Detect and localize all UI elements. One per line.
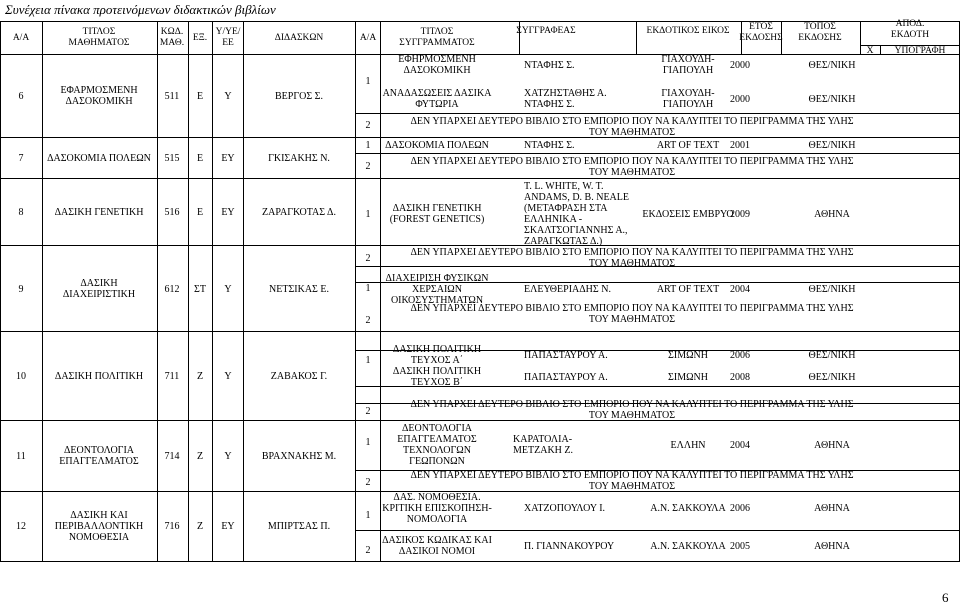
header-publisher: ΕΚΔΟΤΙΚΟΣ ΕΙΚΟΣ [646, 26, 730, 36]
book-year: 2004 [730, 440, 750, 451]
course-row-border [0, 137, 380, 138]
book-title: ΑΝΑΔΑΣΩΣΕΙΣ ΔΑΣΙΚΑ [382, 88, 492, 99]
course-row-border [0, 245, 380, 246]
book-place: ΑΘΗΝΑ [814, 440, 850, 451]
page-title: Συνέχεια πίνακα προτεινόμενων διδακτικών βιβλίων [5, 2, 276, 17]
column-divider [860, 21, 861, 54]
book-publisher: ΓΙΑΠΟΥΛΗ [662, 99, 714, 110]
book-title: (FOREST GENETICS) [389, 214, 485, 225]
column-divider [243, 21, 244, 562]
course-row-border [0, 178, 380, 179]
book-year: 2006 [730, 350, 750, 361]
book-row-border [355, 113, 960, 114]
book-author: ANDAMS, D. B. NEALE [524, 192, 629, 203]
course-teacher: ΒΡΑΧΝΑΚΗΣ Μ. [261, 451, 337, 462]
course-code: 511 [164, 91, 180, 102]
no-second-book-note: ΔΕΝ ΥΠΑΡΧΕΙ ΔΕΥΤΕΡΟ ΒΙΒΛΙΟ ΣΤΟ ΕΜΠΟΡΙΟ ΠΟΥ ΝΑ ΚΑΛΥΠΤΕΙ ΤΟ ΠΕΡΙΓΡΑΜΜΑ ΤΗΣ ΥΛΗΣ [410, 303, 854, 314]
header-selection: ΑΠΟΔ. [895, 19, 925, 29]
course-title: ΔΑΣΙΚΗ ΚΑΙ [70, 509, 128, 521]
book-place: ΑΘΗΝΑ [814, 209, 850, 220]
course-code: 716 [164, 521, 180, 532]
book-number: 1 [365, 437, 371, 448]
header-type: ΕΕ [222, 38, 234, 48]
course-code: 714 [164, 451, 180, 462]
book-author: ΧΑΤΖΟΠΟΥΛΟΥ Ι. [524, 502, 606, 514]
book-row-border [355, 178, 960, 179]
header-bottom-border [0, 54, 960, 55]
header-teacher: ΔΙΔΑΣΚΩΝ [274, 33, 324, 43]
course-type: Υ [224, 91, 232, 102]
course-row-border [0, 420, 380, 421]
book-publisher: ΣΙΜΩΝΗ [668, 371, 708, 383]
no-second-book-note: ΔΕΝ ΥΠΑΡΧΕΙ ΔΕΥΤΕΡΟ ΒΙΒΛΙΟ ΣΤΟ ΕΜΠΟΡΙΟ ΠΟΥ ΝΑ ΚΑΛΥΠΤΕΙ ΤΟ ΠΕΡΙΓΡΑΜΜΑ ΤΗΣ ΥΛΗΣ [410, 156, 854, 167]
course-number: 9 [18, 284, 24, 295]
column-divider [380, 21, 381, 562]
book-author: ΜΕΤΖΑΚΗ Ζ. [513, 445, 573, 456]
course-code: 515 [164, 153, 180, 164]
book-author: ΖΑΡΑΓΚΩΤΑΣ Δ.) [524, 236, 603, 247]
header-selection: ΕΚΔΟΤΗ [890, 30, 930, 40]
book-year: 2000 [730, 94, 750, 105]
course-code: 516 [164, 207, 180, 218]
header-type: Υ/ΥΕ/ [215, 27, 241, 37]
book-title: ΔΑΣΙΚΟΣ ΚΩΔΙΚΑΣ ΚΑΙ [382, 535, 492, 546]
book-number: 2 [365, 477, 371, 488]
book-publisher: Α.Ν. ΣΑΚΚΟΥΛΑ [650, 540, 726, 552]
book-number: 1 [365, 140, 371, 151]
course-type: ΕΥ [221, 521, 235, 532]
course-title: ΝΟΜΟΘΕΣΙΑ [68, 531, 130, 543]
no-second-book-note: ΤΟΥ ΜΑΘΗΜΑΤΟΣ [588, 314, 676, 325]
book-title: ΤΕΧΝΟΛΟΓΩΝ [403, 445, 471, 456]
book-year: 2000 [730, 60, 750, 71]
book-number: 1 [365, 209, 371, 220]
course-teacher: ΒΕΡΓΟΣ Σ. [275, 91, 323, 102]
book-number: 1 [365, 76, 371, 87]
course-number: 11 [16, 451, 26, 462]
column-divider [188, 21, 189, 562]
book-row-border [355, 245, 960, 246]
column-divider [157, 21, 158, 562]
no-second-book-note: ΤΟΥ ΜΑΘΗΜΑΤΟΣ [588, 167, 676, 178]
book-publisher: ΓΙΑΠΟΥΛΗ [662, 65, 714, 76]
course-title: ΔΑΣΙΚΗ [80, 278, 118, 289]
book-place: ΘΕΣ/ΝΙΚΗ [808, 94, 856, 105]
book-number: 1 [365, 283, 371, 294]
page-number: 6 [942, 590, 949, 605]
book-publisher: ΕΚΔΟΣΕΙΣ ΕΜΒΡΥΟ [642, 208, 734, 220]
header-year: ΕΤΟΣ [749, 22, 773, 32]
book-publisher: ΓΙΑΧΟΥΔΗ- [661, 54, 715, 65]
column-divider [355, 21, 356, 562]
book-place: ΘΕΣ/ΝΙΚΗ [808, 372, 856, 383]
course-semester: Ε [196, 91, 204, 102]
book-title: ΕΦΗΡΜΟΣΜΕΝΗ [398, 54, 476, 65]
no-second-book-note: ΔΕΝ ΥΠΑΡΧΕΙ ΔΕΥΤΕΡΟ ΒΙΒΛΙΟ ΣΤΟ ΕΜΠΟΡΙΟ ΠΟΥ ΝΑ ΚΑΛΥΠΤΕΙ ΤΟ ΠΕΡΙΓΡΑΜΜΑ ΤΗΣ ΥΛΗΣ [410, 116, 854, 127]
header-code: ΚΩΔ. [160, 27, 184, 37]
course-code: 711 [164, 371, 180, 382]
course-type: Υ [224, 371, 232, 382]
book-author: T. L. WHITE, W. T. [524, 181, 604, 192]
course-type: Υ [224, 284, 232, 295]
header-book-title: ΣΥΓΓΡΑΜΜΑΤΟΣ [399, 38, 475, 48]
book-author: ΧΑΤΖΗΣΤΑΘΗΣ Α. [524, 88, 607, 99]
course-semester: Ζ [196, 451, 204, 462]
book-year: 2006 [730, 503, 750, 514]
book-year: 2005 [730, 541, 750, 552]
course-semester: Ζ [196, 371, 204, 382]
book-title: ΔΑΣΙΚΗ ΠΟΛΙΤΙΚΗ [392, 366, 482, 377]
book-publisher: Α.Ν. ΣΑΚΚΟΥΛΑ [650, 502, 726, 514]
book-row-border [355, 530, 960, 531]
course-title: ΔΕΟΝΤΟΛΟΓΙΑ [63, 445, 135, 456]
course-row-border [0, 491, 380, 492]
header-aa2: Α/Α [359, 33, 377, 43]
course-teacher: ΖΑΒΑΚΟΣ Γ. [270, 371, 328, 382]
book-number: 2 [365, 253, 371, 264]
header-signature: ΥΠΟΓΡΑΦΗ [894, 46, 946, 56]
course-number: 10 [16, 371, 26, 382]
column-divider [212, 21, 213, 562]
course-semester: Ζ [196, 521, 204, 532]
book-year: 2001 [730, 140, 750, 151]
book-title: ΚΡΙΤΙΚΗ ΕΠΙΣΚΟΠΗΣΗ- [382, 502, 492, 514]
book-author: ΝΤΑΦΗΣ Σ. [524, 59, 575, 71]
book-number: 2 [365, 315, 371, 326]
book-number: 2 [365, 120, 371, 131]
header-year: ΕΚΔΟΣΗΣ [739, 33, 783, 43]
no-second-book-note: ΤΟΥ ΜΑΘΗΜΑΤΟΣ [588, 127, 676, 138]
book-title: ΔΑΣΟΚΟΜΙΑ ΠΟΛΕΩΝ [385, 139, 489, 151]
course-type: ΕΥ [221, 207, 235, 218]
course-code: 612 [164, 284, 180, 295]
course-semester: Ε [196, 153, 204, 164]
table-bottom-border [0, 561, 960, 562]
course-title: ΔΑΣΙΚΗ ΓΕΝΕΤΙΚΗ [54, 206, 144, 218]
column-divider [0, 21, 1, 562]
book-publisher: ΣΙΜΩΝΗ [668, 349, 708, 361]
course-row-border [0, 331, 380, 332]
no-second-book-note: ΔΕΝ ΥΠΑΡΧΕΙ ΔΕΥΤΕΡΟ ΒΙΒΛΙΟ ΣΤΟ ΕΜΠΟΡΙΟ ΠΟΥ ΝΑ ΚΑΛΥΠΤΕΙ ΤΟ ΠΕΡΙΓΡΑΜΜΑ ΤΗΣ ΥΛΗΣ [410, 399, 854, 410]
course-type: Υ [224, 451, 232, 462]
book-author: ΕΛΛΗΝΙΚΑ - [524, 214, 583, 225]
course-title: ΔΑΣΟΚΟΜΙΚΗ [65, 96, 133, 107]
course-title: ΔΑΣΙΚΗ ΠΟΛΙΤΙΚΗ [54, 370, 144, 382]
book-year: 2004 [730, 284, 750, 295]
course-title: ΔΙΑΧΕΙΡΙΣΤΙΚΗ [62, 289, 136, 300]
course-number: 7 [18, 153, 24, 164]
book-author: ΚΑΡΑΤΟΛΙΑ- [513, 434, 573, 445]
book-author: ΝΤΑΦΗΣ Σ. [524, 139, 575, 151]
book-title: ΟΙΚΟΣΥΣΤΗΜΑΤΩΝ [390, 294, 484, 306]
no-second-book-note: ΔΕΝ ΥΠΑΡΧΕΙ ΔΕΥΤΕΡΟ ΒΙΒΛΙΟ ΣΤΟ ΕΜΠΟΡΙΟ ΠΟΥ ΝΑ ΚΑΛΥΠΤΕΙ ΤΟ ΠΕΡΙΓΡΑΜΜΑ ΤΗΣ ΥΛΗΣ [410, 247, 854, 258]
header-aa: Α/Α [12, 33, 30, 43]
no-second-book-note: ΔΕΝ ΥΠΑΡΧΕΙ ΔΕΥΤΕΡΟ ΒΙΒΛΙΟ ΣΤΟ ΕΜΠΟΡΙΟ ΠΟΥ ΝΑ ΚΑΛΥΠΤΕΙ ΤΟ ΠΕΡΙΓΡΑΜΜΑ ΤΗΣ ΥΛΗΣ [410, 470, 854, 481]
book-author: ΝΤΑΦΗΣ Σ. [524, 99, 575, 110]
course-semester: Ε [196, 207, 204, 218]
header-place: ΤΟΠΟΣ [804, 22, 836, 32]
column-divider [42, 21, 43, 562]
header-x: Χ [866, 46, 874, 56]
book-publisher: ΕΛΛΗΝ [670, 439, 706, 451]
book-title: ΤΕΥΧΟΣ Α΄ [410, 355, 464, 366]
book-number: 2 [365, 545, 371, 556]
book-place: ΘΕΣ/ΝΙΚΗ [808, 140, 856, 151]
book-title: ΧΕΡΣΑΙΩΝ [412, 283, 462, 295]
book-title: ΔΕΟΝΤΟΛΟΓΙΑ [401, 423, 473, 434]
book-title: ΓΕΩΠΟΝΩΝ [409, 456, 465, 467]
course-teacher: ΜΠΙΡΤΣΑΣ Π. [267, 521, 331, 532]
book-row-border [355, 153, 960, 154]
course-number: 12 [16, 521, 26, 532]
book-row-border [355, 331, 960, 332]
book-number: 2 [365, 406, 371, 417]
book-title: ΔΑΣΙΚΟΙ ΝΟΜΟΙ [398, 546, 476, 557]
book-title: ΝΟΜΟΛΟΓΙΑ [406, 513, 468, 525]
no-second-book-note: ΤΟΥ ΜΑΘΗΜΑΤΟΣ [588, 258, 676, 269]
header-subject-title: ΜΑΘΗΜΑΤΟΣ [68, 38, 130, 48]
header-semester: ΕΞ. [192, 33, 208, 43]
course-teacher: ΝΕΤΣΙΚΑΣ Ε. [269, 284, 329, 295]
book-author: ΠΑΠΑΣΤΑΥΡΟΥ Α. [524, 349, 608, 361]
course-title: ΕΠΑΓΓΕΛΜΑΤΟΣ [59, 456, 139, 467]
book-place: ΘΕΣ/ΝΙΚΗ [808, 60, 856, 71]
header-subject-title: ΤΙΤΛΟΣ [82, 27, 116, 37]
header-book-title: ΤΙΤΛΟΣ [420, 27, 454, 37]
column-divider [880, 45, 881, 55]
book-title: ΕΠΑΓΓΕΛΜΑΤΟΣ [397, 434, 477, 445]
book-year: 2009 [730, 209, 750, 220]
course-semester: ΣΤ [194, 284, 206, 295]
book-author: (ΜΕΤΑΦΡΑΣΗ ΣΤΑ [524, 203, 608, 214]
book-title: ΤΕΥΧΟΣ Β΄ [410, 377, 464, 388]
header-author: ΣΥΓΓΡΑΦΕΑΣ [516, 26, 576, 36]
book-title: ΔΑΣΙΚΗ ΠΟΛΙΤΙΚΗ [392, 344, 482, 355]
book-author: ΣΚΑΛΤΣΟΓΙΑΝΝΗΣ Α., [524, 225, 628, 236]
book-place: ΑΘΗΝΑ [814, 541, 850, 552]
book-title: ΔΙΑΧΕΙΡΙΣΗ ΦΥΣΙΚΩΝ [385, 272, 489, 284]
book-number: 1 [365, 510, 371, 521]
column-divider [636, 21, 637, 54]
book-title: ΔΑΣΙΚΗ ΓΕΝΕΤΙΚΗ [392, 203, 482, 214]
book-place: ΘΕΣ/ΝΙΚΗ [808, 350, 856, 361]
course-title: ΔΑΣΟΚΟΜΙΑ ΠΟΛΕΩΝ [47, 152, 151, 164]
book-author: ΠΑΠΑΣΤΑΥΡΟΥ Α. [524, 371, 608, 383]
book-title: ΦΥΤΩΡΙΑ [415, 99, 459, 110]
header-place: ΕΚΔΟΣΗΣ [798, 33, 842, 43]
book-place: ΑΘΗΝΑ [814, 503, 850, 514]
book-number: 1 [365, 355, 371, 366]
book-publisher: ΓΙΑΧΟΥΔΗ- [661, 88, 715, 99]
course-title: ΕΦΑΡΜΟΣΜΕΝΗ [60, 85, 138, 96]
book-author: Π. ΓΙΑΝΝΑΚΟΥΡΟΥ [524, 540, 615, 552]
book-title: ΔΑΣΟΚΟΜΙΚΗ [403, 65, 471, 76]
course-title: ΠΕΡΙΒΑΛΛΟΝΤΙΚΗ [54, 520, 144, 532]
course-teacher: ΓΚΙΣΑΚΗΣ Ν. [268, 153, 330, 164]
no-second-book-note: ΤΟΥ ΜΑΘΗΜΑΤΟΣ [588, 410, 676, 421]
book-author: ΕΛΕΥΘΕΡΙΑΔΗΣ Ν. [524, 283, 611, 295]
course-teacher: ΖΑΡΑΓΚΟΤΑΣ Δ. [262, 207, 336, 218]
course-type: ΕΥ [221, 153, 235, 164]
book-number: 2 [365, 161, 371, 172]
course-number: 6 [18, 91, 24, 102]
book-year: 2008 [730, 372, 750, 383]
book-publisher: ART OF TEXT [656, 283, 720, 295]
book-title: ΔΑΣ. ΝΟΜΟΘΕΣΙΑ. [393, 491, 481, 503]
book-publisher: ART OF TEXT [656, 139, 720, 151]
course-number: 8 [18, 207, 24, 218]
header-code: ΜΑΘ. [159, 38, 185, 48]
book-place: ΘΕΣ/ΝΙΚΗ [808, 284, 856, 295]
no-second-book-note: ΤΟΥ ΜΑΘΗΜΑΤΟΣ [588, 481, 676, 492]
